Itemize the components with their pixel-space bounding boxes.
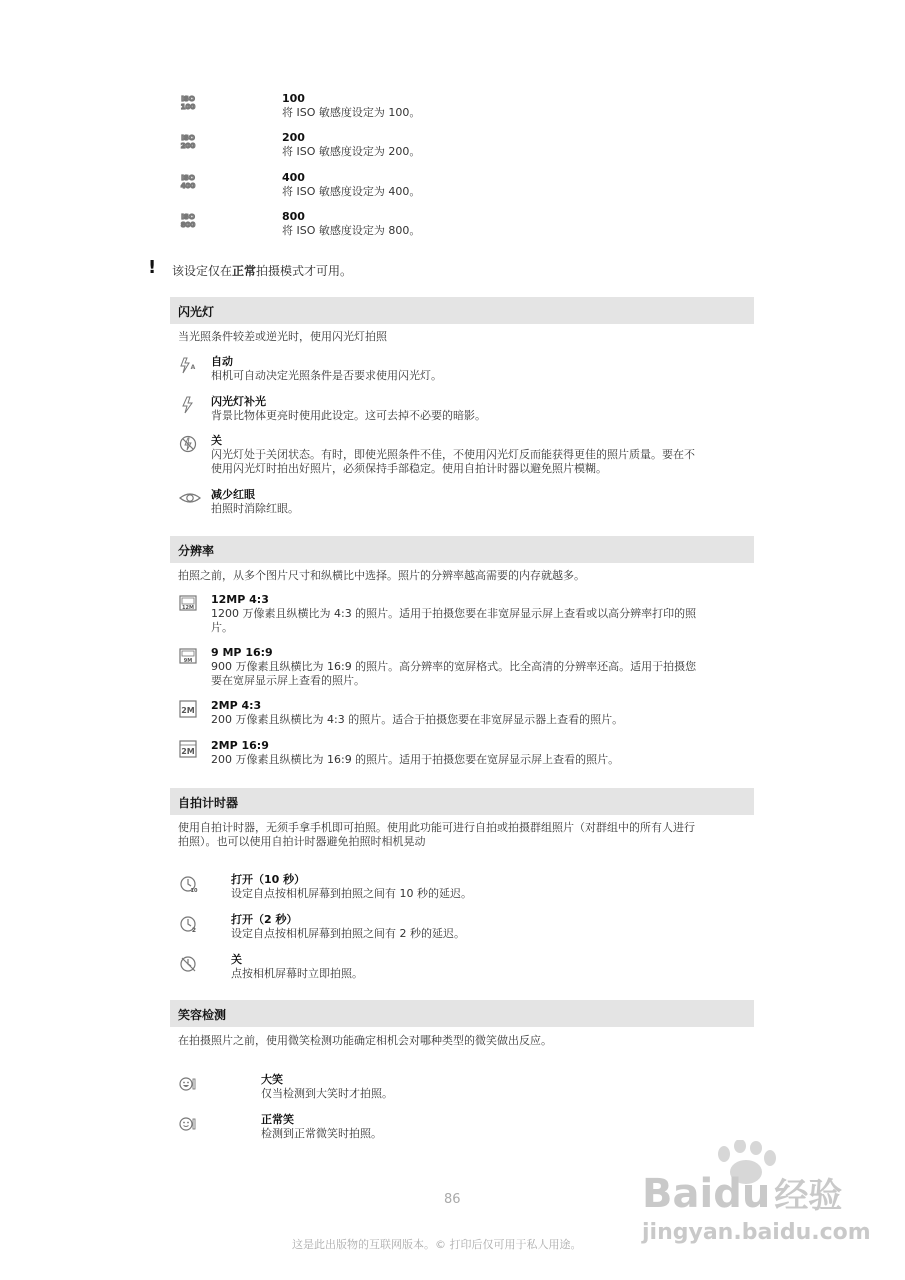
svg-text:ISO: ISO: [181, 95, 195, 103]
svg-text:800: 800: [180, 221, 196, 229]
iso-label: 200: [282, 131, 305, 144]
item-desc: 仅当检测到大笑时才拍照。: [261, 1087, 393, 1100]
iso-desc: 将 ISO 敏感度设定为 800。: [282, 224, 421, 237]
note-text: [172, 262, 352, 279]
section-title: 自拍计时器: [178, 796, 239, 810]
item-label: 2MP 16:9: [211, 739, 269, 752]
watermark-brand-b: du: [713, 1171, 771, 1217]
section-intro-line1: 使用自拍计时器，无须手拿手机即可拍照。使用此功能可进行自拍或拍摄群组照片（对群组中的所有人进行: [178, 821, 695, 834]
item-desc-line2: 片。: [211, 621, 233, 634]
svg-text:ISO: ISO: [181, 213, 195, 221]
watermark-brand: [642, 1168, 842, 1217]
svg-text:ISO: ISO: [181, 134, 195, 142]
item-label: 大笑: [261, 1073, 283, 1086]
note-bold: 正常: [232, 264, 257, 278]
timer-10s-icon: [178, 874, 198, 894]
resolution-2mp-4-3-icon: [178, 699, 198, 719]
svg-text:2M: 2M: [181, 706, 195, 715]
item-desc-line1: 900 万像素且纵横比为 16:9 的照片。高分辨率的宽屏格式。比全高清的分辨率还高。适用于拍摄您: [211, 660, 697, 673]
item-desc: 200 万像素且纵横比为 16:9 的照片。适用于拍摄您要在宽屏显示屏上查看的照片。: [211, 753, 620, 766]
item-label: 自动: [211, 355, 233, 368]
normal-smile-icon: [178, 1114, 198, 1134]
item-desc-line1: 1200 万像素且纵横比为 4:3 的照片。适用于拍摄您要在非宽屏显示屏上查看或以高分辨率打印的照: [211, 607, 697, 620]
watermark-brand-a: Bai: [642, 1171, 714, 1217]
watermark-url: jingyan.baidu.com: [642, 1220, 871, 1245]
item-desc-line2: 要在宽屏显示屏上查看的照片。: [211, 674, 365, 687]
section-header-flash: [170, 297, 754, 324]
item-label: 9 MP 16:9: [211, 646, 273, 659]
item-label: 关: [231, 953, 242, 966]
timer-2s-icon: [178, 914, 198, 934]
watermark: [640, 1140, 890, 1250]
warning-icon: !: [148, 257, 157, 278]
section-intro: 当光照条件较差或逆光时，使用闪光灯拍照: [178, 330, 387, 343]
iso-desc: 将 ISO 敏感度设定为 400。: [282, 185, 421, 198]
resolution-12mp-icon: [178, 593, 198, 613]
item-label: 正常笑: [261, 1113, 294, 1126]
iso-label: 100: [282, 92, 305, 105]
svg-text:ISO: ISO: [181, 174, 195, 182]
item-desc: 设定自点按相机屏幕到拍照之间有 2 秒的延迟。: [231, 927, 465, 940]
item-desc: 检测到正常微笑时拍照。: [261, 1127, 382, 1140]
item-label: 2MP 4:3: [211, 699, 262, 712]
section-header-smile: [170, 1000, 754, 1027]
section-title: 分辨率: [178, 544, 215, 558]
flash-fill-icon: [178, 395, 198, 415]
section-header-self-timer: [170, 788, 754, 815]
item-desc: 点按相机屏幕时立即拍照。: [231, 967, 363, 980]
svg-text:12M: 12M: [182, 605, 194, 611]
item-desc: 拍照时消除红眼。: [211, 502, 299, 515]
resolution-2mp-16-9-icon: [178, 739, 198, 759]
note-pre: 该设定仅在: [172, 264, 233, 278]
iso-label: 800: [282, 210, 305, 223]
flash-off-icon: [178, 434, 198, 454]
item-label: 打开（10 秒）: [231, 873, 306, 886]
svg-text:100: 100: [180, 103, 196, 111]
item-desc: 200 万像素且纵横比为 4:3 的照片。适合于拍摄您要在非宽屏显示器上查看的照片。: [211, 713, 624, 726]
iso-desc: 将 ISO 敏感度设定为 200。: [282, 145, 421, 158]
big-smile-icon: [178, 1074, 198, 1094]
iso-800-icon: [178, 211, 198, 231]
svg-text:2: 2: [191, 927, 197, 934]
section-intro-line2: 拍照）。也可以使用自拍计时器避免拍照时相机晃动: [178, 835, 426, 848]
item-label: 减少红眼: [211, 488, 255, 501]
item-label: 12MP 4:3: [211, 593, 269, 606]
iso-400-icon: [178, 172, 198, 192]
red-eye-icon: [178, 488, 202, 508]
item-label: 打开（2 秒）: [231, 913, 298, 926]
iso-desc: 将 ISO 敏感度设定为 100。: [282, 106, 421, 119]
item-desc-line2: 使用闪光灯时拍出好照片，必须保持手部稳定。使用自拍计时器以避免照片模糊。: [211, 462, 607, 475]
timer-off-icon: [178, 954, 198, 974]
resolution-9mp-icon: [178, 646, 198, 666]
watermark-cn: 经验: [774, 1176, 843, 1216]
section-title: 闪光灯: [178, 305, 215, 319]
item-desc: 背景比物体更亮时使用此设定。这可去掉不必要的暗影。: [211, 409, 486, 422]
footer-text: 这是此出版物的互联网版本。© 打印后仅可用于私人用途。: [292, 1238, 582, 1251]
iso-200-icon: [178, 132, 198, 152]
item-label: 关: [211, 434, 222, 447]
iso-label: 400: [282, 171, 305, 184]
note-post: 拍摄模式才可用。: [256, 264, 353, 278]
section-header-resolution: [170, 536, 754, 563]
svg-text:9M: 9M: [183, 658, 193, 664]
svg-text:10: 10: [190, 888, 198, 894]
section-title: 笑容检测: [178, 1008, 227, 1022]
section-intro: 在拍摄照片之前，使用微笑检测功能确定相机会对哪种类型的微笑做出反应。: [178, 1034, 552, 1047]
section-intro: 拍照之前，从多个图片尺寸和纵横比中选择。照片的分辨率越高需要的内存就越多。: [178, 569, 585, 582]
item-label: 闪光灯补光: [211, 395, 266, 408]
item-desc: 相机可自动决定光照条件是否要求使用闪光灯。: [211, 369, 442, 382]
flash-auto-icon: [178, 355, 198, 375]
svg-text:200: 200: [180, 142, 196, 150]
page-number: 86: [444, 1192, 461, 1207]
svg-text:400: 400: [180, 182, 196, 190]
svg-text:2M: 2M: [181, 747, 195, 756]
iso-100-icon: [178, 93, 198, 113]
item-desc: 设定自点按相机屏幕到拍照之间有 10 秒的延迟。: [231, 887, 472, 900]
item-desc-line1: 闪光灯处于关闭状态。有时，即使光照条件不佳，不使用闪光灯反而能获得更佳的照片质量。要在不: [211, 448, 695, 461]
svg-text:A: A: [190, 364, 196, 371]
